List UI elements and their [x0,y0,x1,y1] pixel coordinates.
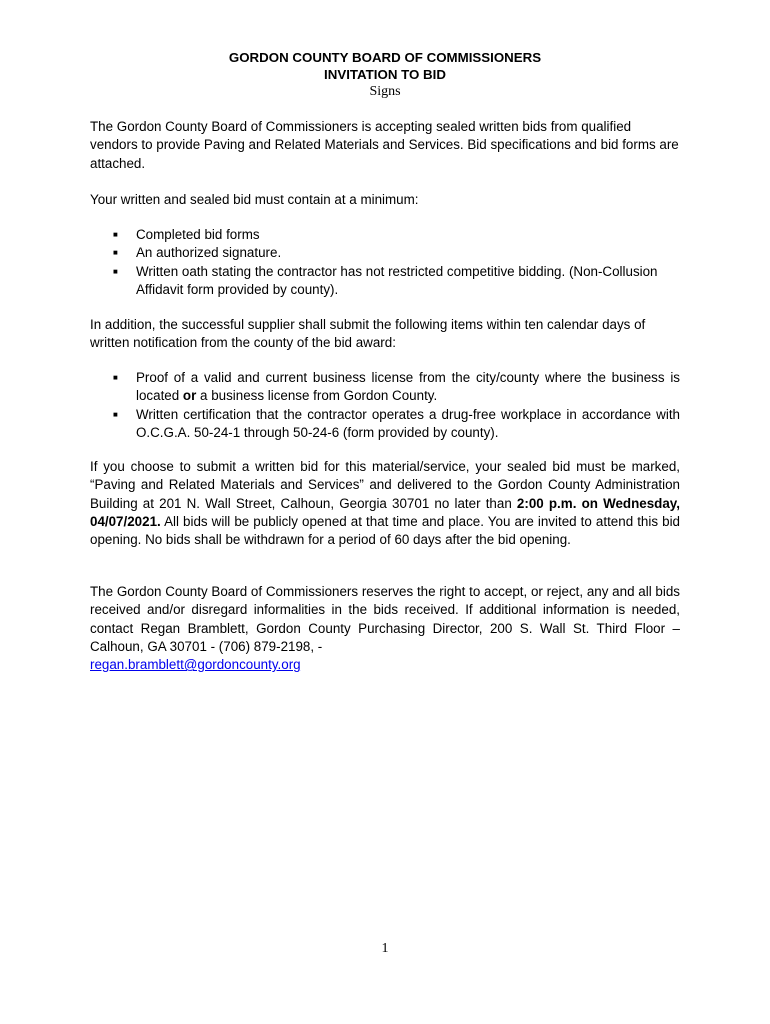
license-text-1: Proof of a valid and current business license from the city/county where the business is located [136,370,680,404]
requirements-heading: Your written and sealed bid must contain at a minimum: [90,192,419,207]
contact-email-link[interactable]: regan.bramblett@gordoncounty.org [90,657,301,673]
list-item [90,244,680,262]
requirement-text: Completed bid forms [136,227,260,242]
bullet-icon: ■ [113,248,118,258]
list-item [90,406,680,443]
requirements-list [90,226,680,299]
reservation-paragraph [90,583,680,674]
bullet-icon: ■ [113,409,118,419]
submission-text-2: All bids will be publicly opened at that time and place. You are invited to attend this bid opening. No bids shall be withdrawn for a period of 60 days after the bid opening. [90,513,680,548]
submission-text-1: If you choose to submit a written bid for this material/service, your sealed bid must be marked, “Paving and Related Materials and Services” and delivered to the Gordon County Administration Building at 201 N. Wall Street, Calhoun, Georgia 30701 no later than [90,459,680,511]
requirement-text: An authorized signature. [136,245,282,261]
org-title: GORDON COUNTY BOARD OF COMMISSIONERS [228,50,542,65]
license-text-2: a business license from Gordon County. [196,388,438,404]
additional-list [90,369,680,442]
bullet-icon: ■ [113,230,118,239]
bullet-icon: ■ [113,373,118,382]
deadline-text: 2:00 p.m. on Wednesday, 04/07/2021. [90,495,680,529]
list-item [90,369,680,406]
doc-type-title: INVITATION TO BID [324,67,446,82]
reservation-text: The Gordon County Board of Commissioners reserves the right to accept, or reject, any and all bids received and/or disregard informalities in the bids received. If additional information is needed, contact Regan Bramblett, Gordon County Purchasing Director, 200 S. Wall St. Third Floor – Calhoun, GA 30701 - (706) 879-2198, - [90,584,680,654]
page-number: 1 [381,941,389,956]
license-text-or: or [182,388,197,404]
requirement-text: Written oath stating the contractor has not restricted competitive bidding. (Non-Collusion Affidavit form provided by county). [136,263,658,297]
intro-paragraph: The Gordon County Board of Commissioners is accepting sealed written bids from qualified vendors to provide Paving and Related Materials and Services. Bid specifications and bid forms are attached. [90,119,679,171]
subject-subtitle: Signs [369,84,401,99]
list-item [90,226,680,244]
bullet-icon: ■ [113,266,118,276]
submission-paragraph [90,458,680,549]
additional-heading: In addition, the successful supplier shall submit the following items within ten calendar days of written notification from the county of the bid award: [90,317,646,351]
list-item [90,263,680,300]
certification-text: Written certification that the contractor operates a drug-free workplace in accordance with O.C.G.A. 50-24-1 through 50-24-6 (form provided by county). [136,406,680,440]
